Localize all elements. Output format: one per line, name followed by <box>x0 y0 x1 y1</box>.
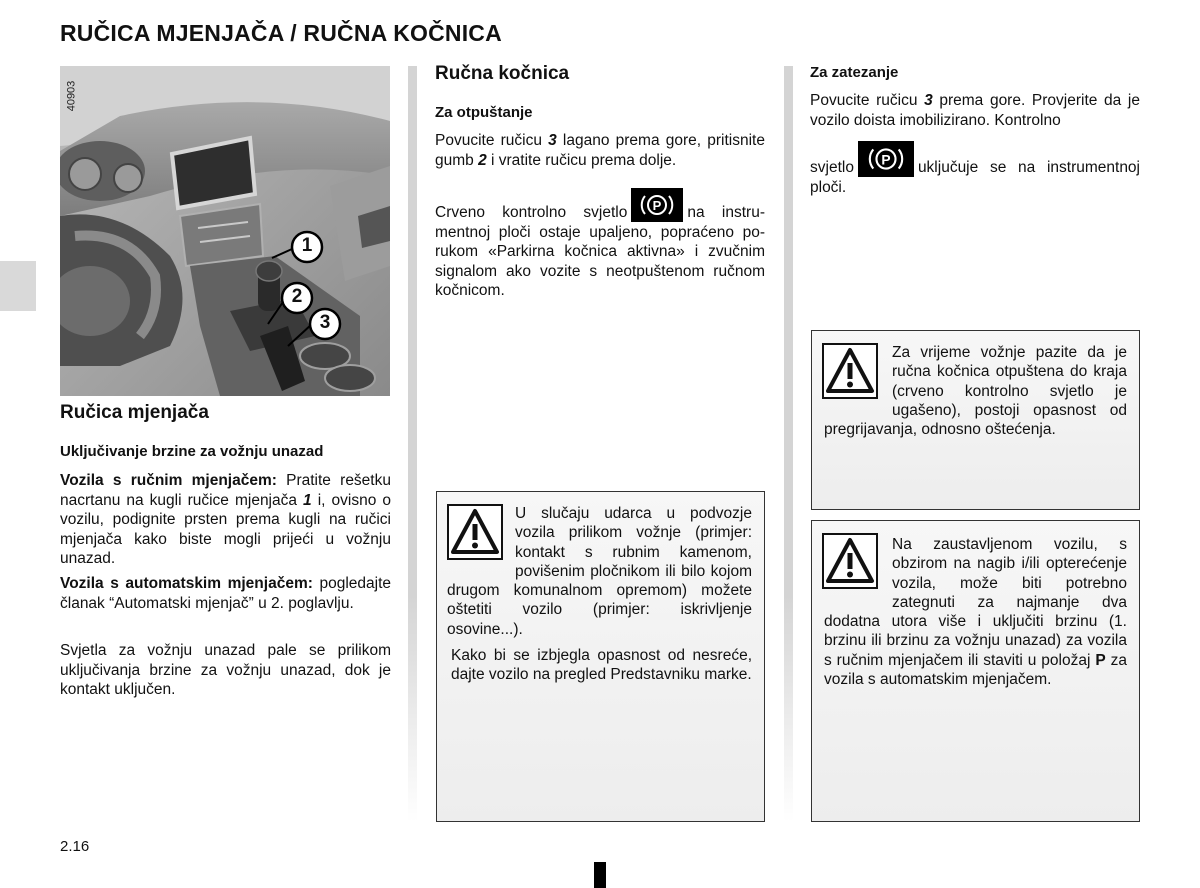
callout-2: 2 <box>291 286 303 307</box>
svg-text:P: P <box>881 152 891 168</box>
reversing-lights-paragraph: Svjetla za vožnju unazad pale se prilikom uključivanja brzine za vožnju unazad, dok je kontakt uključen. <box>60 642 391 698</box>
auto-text: pogledajte članak “Automatski mjenjač” u 2. poglavlju. <box>60 575 392 612</box>
underbody-warning-text-2: Kako bi se izbjegla opasnost od nesreće, dajte vozilo na pregled Predstavniku marke. <box>451 647 752 684</box>
column-separator-right <box>784 66 793 822</box>
page-number: 2.16 <box>60 838 90 855</box>
gear-lever-illustration <box>60 66 390 396</box>
callout-3: 3 <box>319 312 331 333</box>
automatic-gearbox-label: Vozila s automatskim mjenjačem: <box>60 575 313 592</box>
parking-brake-icon <box>858 141 914 177</box>
apply-text-d: uključuje se na instrumentnoj ploči. <box>810 159 1140 196</box>
apply-text-b: prema gore. Provjerite da je vozilo doista imobilizirano. Kontrolno <box>810 92 1140 129</box>
ref-3: 3 <box>548 132 557 149</box>
automatic-gearbox-paragraph <box>60 574 391 613</box>
release-text-b: lagano prema gore, pritisnite gumb <box>435 132 765 169</box>
red-text-a: Crveno kontrolno svjetlo <box>435 204 628 221</box>
parking-brake-icon <box>631 188 683 222</box>
apply-paragraph <box>810 91 1140 130</box>
red-warning-light-paragraph <box>435 188 765 301</box>
apply-text-c: svjetlo <box>810 159 854 176</box>
gear-lever-heading: Ručica mjenjača <box>60 402 209 423</box>
slope-text-a: Na zaustavljenom vozilu, s obzirom na nagib i/ili opterećenje vozila, može biti potrebno zategnuti za najmanje dva dodatna utora više i uključiti brzinu (1. brzinu ili brzinu za vožnju unazad) za vozila s ručnim mjenjačem ili staviti u položaj <box>824 536 1127 669</box>
column-separator-left <box>408 66 417 822</box>
ref-3-apply: 3 <box>924 92 933 109</box>
underbody-warning-p1: U slučaju udarca u podvozje vozila prilikom vožnje (primjer: kontakt s rubnim kamenom, povišenim pločnikom ili bilo kojom drugom komunalnom opremom) možete oštetiti vozilo (primjer: iskrivljenje osovine...). <box>447 505 752 638</box>
manual-text-a: Pratite rešetku nacrtanu na kugli ručice mjenjača <box>60 472 391 509</box>
apply-text-a: Povucite ručicu <box>810 92 925 109</box>
underbody-warning-box <box>436 491 765 822</box>
page-edge-marker <box>594 862 606 888</box>
manual-gearbox-label: Vozila s ručnim mjenjačem: <box>60 472 277 489</box>
underbody-warning-text-1 <box>447 504 752 639</box>
manual-text-b: i, ovisno o vozilu, podignite prsten prema kugli na ručici mjenjača kako biste mogli prijeći u vožnju unazad. <box>60 491 391 567</box>
handbrake-heading: Ručna kočnica <box>435 63 570 84</box>
release-text-a: Povucite ručicu <box>435 132 549 149</box>
slope-text-b: za vozila s automatskim mjenjačem. <box>824 651 1127 689</box>
release-subheading: Za otpuštanje <box>435 104 533 121</box>
parking-slope-warning-text <box>824 535 1127 689</box>
ref-1: 1 <box>303 491 312 509</box>
apply-paragraph-continued <box>810 141 1140 197</box>
release-paragraph <box>435 131 765 170</box>
red-text-b: na instrumentnoj ploči ostaje upaljeno, popraćeno porukom «Parkirna kočnica aktivna» i zvučnim signalom ako vozite s neotpuštenom ručnom kočnicom. <box>435 204 765 299</box>
apply-subheading: Za zatezanje <box>810 64 899 81</box>
chapter-tab <box>0 261 36 311</box>
callout-1: 1 <box>301 235 313 256</box>
svg-text:P: P <box>653 198 662 213</box>
ref-2: 2 <box>478 151 487 169</box>
reverse-gear-subheading: Uključivanje brzine za vožnju unazad <box>60 443 324 460</box>
parking-slope-warning-box <box>811 520 1140 822</box>
release-text-c: i vratite ručicu prema dolje. <box>486 151 677 169</box>
position-p: P <box>1095 651 1106 669</box>
page-title: RUČICA MJENJAČA / RUČNA KOČNICA <box>60 20 502 46</box>
overheating-warning-box <box>811 330 1140 510</box>
overheating-warning-p: Za vrijeme vožnje pazite da je ručna kočnica otpuštena do kraja (crveno kontrolno svjetlo je ugašeno), postoji opasnost od pregrijavanja, odnosno oštećenja. <box>824 344 1127 439</box>
figure-ref-number: 40903 <box>65 80 78 112</box>
overheating-warning-text <box>824 343 1127 439</box>
manual-gearbox-paragraph <box>60 471 391 569</box>
